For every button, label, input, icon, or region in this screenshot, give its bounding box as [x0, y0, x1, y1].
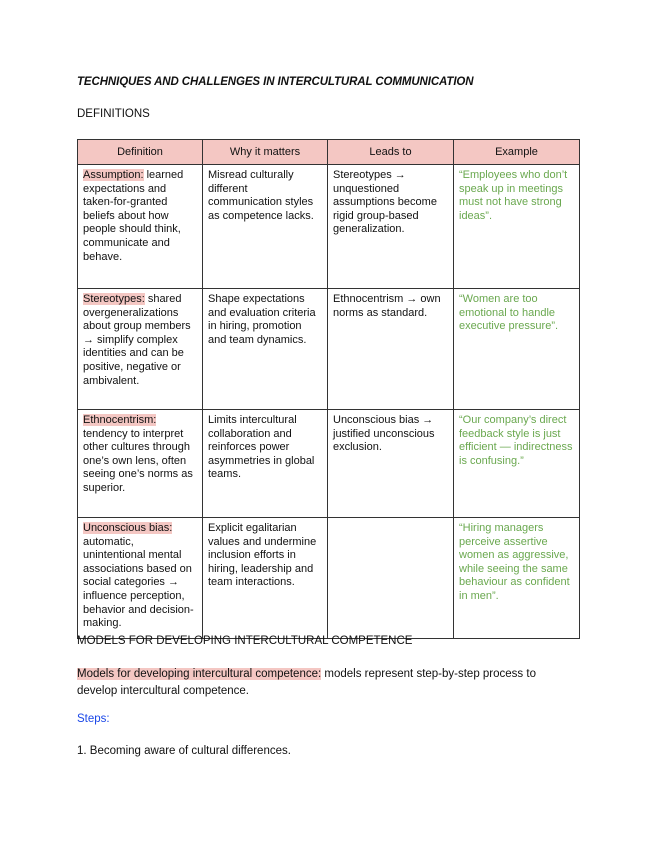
term-label: Ethnocentrism:: [83, 414, 157, 426]
why-it-matters-cell: Limits intercultural collaboration and reinforces power asymmetries in global teams.: [203, 410, 328, 518]
why-it-matters-cell: Explicit egalitarian values and undermine inclusion efforts in hiring, leadership and team interactions.: [203, 518, 328, 639]
column-header-definition: Definition: [78, 140, 203, 165]
leads-to-cell: Stereotypes → unquestioned assumptions become rigid group-based generalization.: [328, 165, 454, 289]
example-cell: “Hiring managers perceive assertive women as aggressive, while seeing the same behaviour as confident in men”.: [454, 518, 580, 639]
leads-to-cell: Ethnocentrism → own norms as standard.: [328, 289, 454, 410]
definition-text: automatic, unintentional mental associations based on social categories → influence perception, behavior and decision-making.: [83, 535, 194, 630]
leads-to-cell: [328, 518, 454, 639]
table-row: [78, 165, 580, 289]
leads-to-cell: Unconscious bias → justified unconscious exclusion.: [328, 410, 454, 518]
definition-cell: [78, 165, 203, 289]
steps-label: Steps:: [77, 713, 110, 725]
why-it-matters-cell: Misread culturally different communication styles as competence lacks.: [203, 165, 328, 289]
example-cell: “Employees who don’t speak up in meetings must not have strong ideas”.: [454, 165, 580, 289]
column-header-why-it-matters: Why it matters: [203, 140, 328, 165]
term-label: Stereotypes:: [83, 293, 145, 305]
term-label: Unconscious bias:: [83, 522, 173, 534]
example-cell: “Our company’s direct feedback style is just efficient — indirectness is confusing.”: [454, 410, 580, 518]
table-row: [78, 518, 580, 639]
example-cell: “Women are too emotional to handle executive pressure”.: [454, 289, 580, 410]
definition-cell: [78, 410, 203, 518]
document-title: TECHNIQUES AND CHALLENGES IN INTERCULTURAL COMMUNICATION: [77, 76, 474, 88]
column-header-leads-to: Leads to: [328, 140, 454, 165]
step-item: 1. Becoming aware of cultural differences.: [77, 745, 291, 757]
definition-text: learned expectations and taken-for-granted beliefs about how people should think, communicate and behave.: [83, 169, 184, 263]
column-header-example: Example: [454, 140, 580, 165]
table-row: [78, 410, 580, 518]
models-term: Models for developing intercultural competence:: [77, 668, 322, 680]
why-it-matters-cell: Shape expectations and evaluation criteria in hiring, promotion and team dynamics.: [203, 289, 328, 410]
table-row: [78, 289, 580, 410]
definitions-heading: DEFINITIONS: [77, 108, 150, 120]
definition-text: shared overgeneralizations about group members → simplify complex identities and can be positive, negative or ambivalent.: [83, 293, 191, 387]
definition-text: tendency to interpret other cultures through one’s own lens, often seeing one’s norms as superior.: [83, 427, 193, 494]
term-label: Assumption:: [83, 169, 144, 181]
table-header-row: [78, 140, 580, 165]
models-heading: MODELS FOR DEVELOPING INTERCULTURAL COMPETENCE: [77, 635, 413, 647]
definition-cell: [78, 289, 203, 410]
models-paragraph: [77, 666, 577, 699]
models-text: models represent step-by-step process to develop intercultural competence.: [77, 668, 536, 697]
definitions-table: [77, 139, 580, 639]
definition-cell: [78, 518, 203, 639]
